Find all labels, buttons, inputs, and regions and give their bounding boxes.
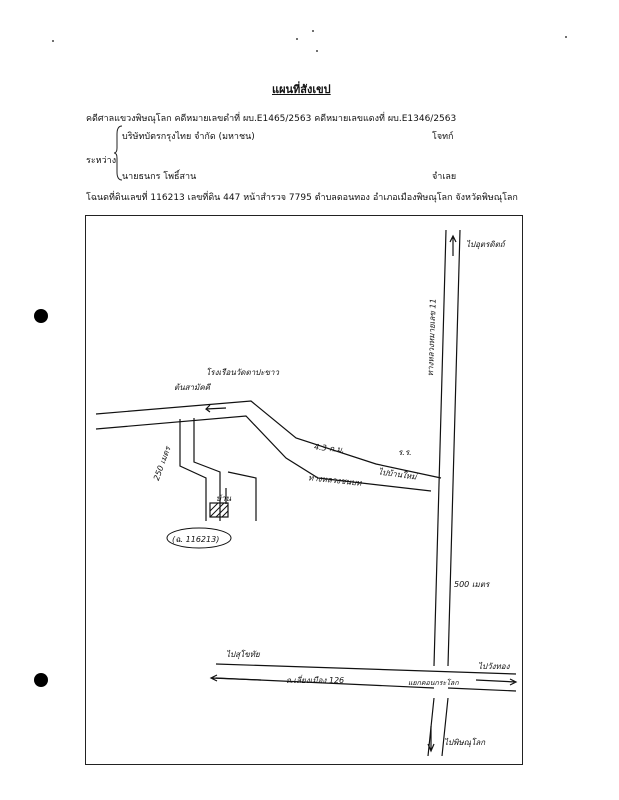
between-label: ระหว่าง: [86, 156, 117, 166]
scan-speck: [312, 30, 314, 32]
plaintiff-name: บริษัทบัตรกรุงไทย จำกัด (มหาชน): [122, 132, 255, 142]
page-title: แผนที่สังเขป: [272, 83, 331, 96]
arrow-up: [450, 236, 456, 256]
side-road-spur: [228, 472, 256, 521]
defendant-role: จำเลย: [432, 172, 457, 182]
route-126-label: ถ.เลี่ยงเมือง 126: [286, 676, 345, 685]
to-uttaradit-label: ไปอุตรดิตถ์: [466, 240, 505, 249]
scan-speck: [316, 50, 318, 52]
to-phitsanulok-label: ไปพิษณุโลก: [444, 738, 486, 747]
black-case-label: คดีหมายเลขดำที่: [174, 114, 241, 124]
intersection-bottom-label: แยกคอนกระโลก: [408, 679, 459, 687]
intersection-top-left-label: ต้นสามัคคี: [174, 383, 211, 392]
sign-right-label: ไปบ้านใหม่: [377, 467, 418, 482]
highway-11-label: ทางหลวงหมายเลข 11: [425, 298, 438, 377]
bypass-top-edge: [216, 664, 516, 674]
black-case-no: ผบ.E1465/2563: [242, 114, 312, 124]
distance-250-label: 250 เมตร: [151, 445, 173, 482]
red-case-label: คดีหมายเลขแดงที่: [314, 114, 385, 124]
plaintiff-role: โจทก์: [432, 132, 454, 142]
arrow-left: [211, 675, 261, 681]
side-road-left-edge: [180, 419, 206, 521]
red-case-no: ผบ.E1346/2563: [387, 114, 457, 124]
punch-hole: [34, 309, 48, 323]
scan-speck: [296, 38, 298, 40]
to-sukhothai-label: ไปสุโขทัย: [226, 650, 260, 659]
distance-500-label: 500 เมตร: [454, 580, 490, 589]
arrow-down: [428, 726, 434, 751]
arrow-right: [476, 679, 516, 685]
parcel-hatch: [210, 503, 228, 517]
road-name-mid-label: ทางหลวงชนบท: [307, 473, 362, 488]
house-label: บ้าน: [216, 494, 232, 503]
punch-hole: [34, 673, 48, 687]
school-label: ร.ร.: [398, 448, 412, 457]
distance-4-3-label: 4.3 ก.ม.: [313, 442, 345, 455]
to-wangthong-label: ไปวังทอง: [478, 662, 510, 671]
arrow-branch: [206, 405, 226, 412]
branch-road-bottom-edge: [96, 416, 431, 491]
case-line: [86, 111, 456, 125]
scan-speck: [52, 40, 54, 42]
deed-line: โฉนดที่ดินเลขที่ 116213 เลขที่ดิน 447 หน้าสำรวจ 7795 ตำบลดอนทอง อำเภอเมืองพิษณุโลก จังหวัดพิษณุโลก: [86, 193, 518, 203]
court-label: คดีศาลแขวงพิษณุโลก: [86, 114, 172, 124]
village-label: โรงเรือนวัดตาปะขาว: [206, 368, 280, 377]
sketch-map-frame: [85, 215, 523, 765]
defendant-name: นายธนกร โพธิ์สาน: [122, 172, 197, 182]
parcel-label: (ฉ. 116213): [172, 535, 220, 544]
scan-speck: [565, 36, 567, 38]
